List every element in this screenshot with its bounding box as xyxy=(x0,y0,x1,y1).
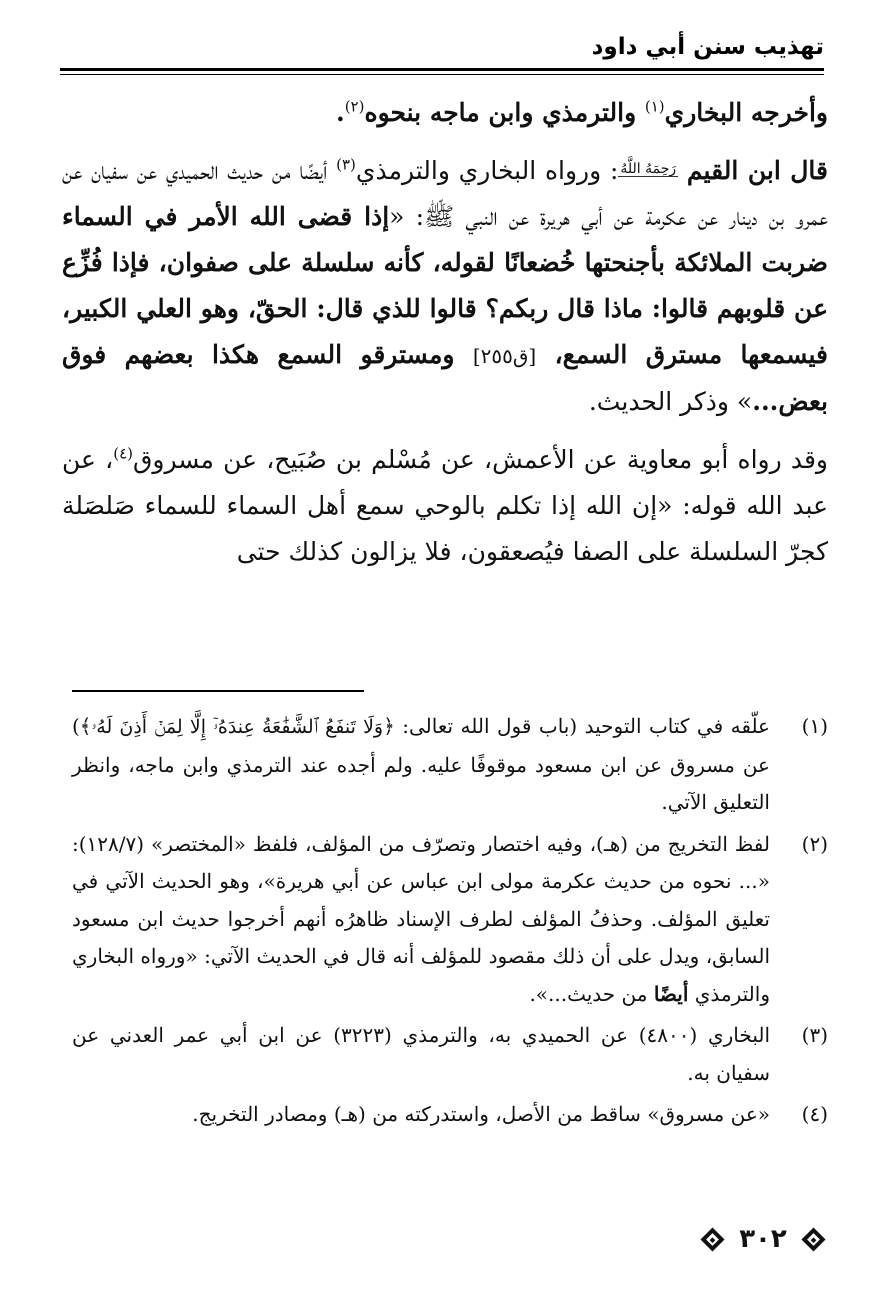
hadith-text: إذا قضى الله الأمر في السماء ضربت الملائكة بأجنحتها خُضعانًا لقوله، كأنه سلسلة على صفوان، فإذا فُزِّع عن قلوبهم قالوا: ماذا قال ربكم؟ قالوا للذي قال: الحقّ، وهو العلي الكبير، فيسمعها مسترق السمع، xyxy=(62,202,829,369)
p1-text-b: والترمذي وابن ماجه بنحوه xyxy=(364,98,645,127)
speaker-name: قال ابن القيم xyxy=(686,156,829,185)
manuscript-folio-mark: [ق٢٥٥] xyxy=(472,344,537,368)
quran-verse: وَلَا تَنفَعُ ٱلشَّفَٰعَةُ عِندَهُۥٓ إِلَّا لِمَنۡ أَذِنَ لَهُۥ xyxy=(91,716,384,738)
footnote-number: (١) xyxy=(801,714,828,738)
header-rule-thin xyxy=(60,74,824,75)
footnote-4 xyxy=(72,1096,828,1134)
footnote-number: (٤) xyxy=(801,1102,828,1126)
p3-text-b: ، عن عبد الله قوله: «إن الله إذا تكلم بالوحي سمع أهل السماء للسماء صَلصَلة كجرّ السلسلة على الصفا فيُصعقون، فلا يزالون كذلك حتى xyxy=(62,445,828,566)
running-title: تهذيب سنن أبي داود xyxy=(591,34,824,60)
footnote-ref-2[interactable]: (٢) xyxy=(344,97,365,116)
footnotes xyxy=(72,708,828,1138)
paragraph-1 xyxy=(62,90,828,136)
footnote-2 xyxy=(72,826,828,1014)
footnote-1 xyxy=(72,708,828,822)
p1-text-c: . xyxy=(335,98,345,127)
page-folio xyxy=(704,1224,822,1254)
footnote-ref-3[interactable]: (٣) xyxy=(336,155,356,174)
p2-text-c: : « xyxy=(389,202,425,231)
p2-text-a: : ورواه البخاري والترمذي xyxy=(355,156,619,185)
footnote-ref-1[interactable]: (١) xyxy=(644,97,665,116)
footnote-text: من حديث...». xyxy=(529,981,654,1006)
footnote-text: البخاري (٤٨٠٠) عن الحميدي به، والترمذي (٣٢٢٣) عن ابن أبي عمر العدني عن سفيان به. xyxy=(72,1023,771,1085)
main-text xyxy=(62,90,828,587)
footnote-text: ﴾) عن مسروق عن ابن مسعود موقوفًا عليه. ولم أجده عند الترمذي وابن ماجه، وانظر التعليق الآتي. xyxy=(72,714,770,814)
footnote-text: لفظ التخريج من (هـ)، وفيه اختصار وتصرّف من المؤلف، فلفظ «المختصر» (١٢٨/٧): «... نحوه من حديث عكرمة مولى ابن عباس عن أبي هريرة»، وهو الحديث الآتي في تعليق المؤلف. وحذفُ المؤلف لطرف الإسناد ظاهرُه أنهم أخرجوا حديث ابن مسعود السابق، ويدل على أن ذلك مقصود للمؤلف أنه قال في الحديث الآتي: «ورواه البخاري والترمذي xyxy=(72,831,770,1006)
p3-text-a: وقد رواه أبو معاوية عن الأعمش، عن مُسْلم بن صُبَيح، عن مسروق xyxy=(132,445,828,474)
footnote-text: علّقه في كتاب التوحيد (باب قول الله تعالى: ﴿ xyxy=(383,714,770,738)
hadith-text-continued: ومسترقو السمع هكذا بعضهم فوق بعض... xyxy=(62,340,828,416)
p2-text-d: » وذكر الحديث. xyxy=(588,387,753,416)
footnote-text: «عن مسروق» ساقط من الأصل، واستدركته من (هـ) ومصادر التخريج. xyxy=(192,1102,770,1126)
footnote-ref-4[interactable]: (٤) xyxy=(113,444,133,463)
honorific-glyph: رَحِمَهُ اللَّهُ xyxy=(620,161,677,178)
footnote-number: (٣) xyxy=(801,1023,828,1047)
footnote-bold-text: أيضًا xyxy=(653,981,689,1006)
footnote-separator xyxy=(72,690,364,692)
diamond-ornament-icon xyxy=(801,1227,825,1251)
header-rule-thick xyxy=(60,68,824,71)
p2-text-b: أيضًا من حديث الحميدي عن سفيان عن عمرو بن دينار عن عكرمة عن أبي هريرة عن النبي xyxy=(62,156,828,231)
paragraph-2 xyxy=(62,148,828,425)
salawat-glyph: ﷺ xyxy=(424,202,455,231)
page-number: ٣٠٢ xyxy=(739,1224,787,1254)
diamond-ornament-icon xyxy=(700,1227,724,1251)
footnote-number: (٢) xyxy=(801,831,828,856)
footnote-3 xyxy=(72,1017,828,1092)
paragraph-3 xyxy=(62,437,828,575)
p1-text-a: وأخرجه البخاري xyxy=(664,98,828,127)
running-header xyxy=(60,28,824,76)
